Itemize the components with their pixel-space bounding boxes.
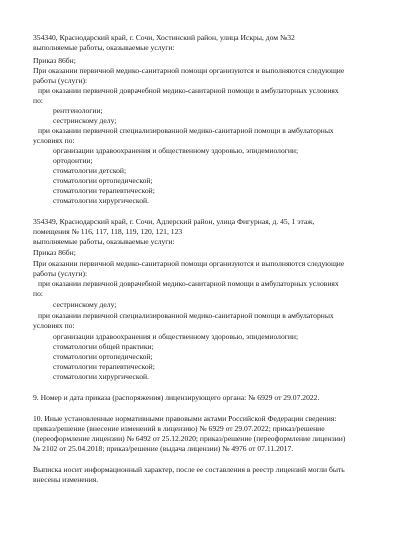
footer-note-line1: Выписка носит информационный характер, после ее составления в реестр лицензий могли быть <box>33 465 345 474</box>
list-item: организации здравоохранения и общественному здоровью, эпидемиологии; <box>53 332 299 341</box>
specialized-1-line2: условиях по: <box>33 136 75 145</box>
pre-doctor-1-line1: при оказании первичной доврачебной медико-санитарной помощи в амбулаторных условиях <box>38 86 339 95</box>
pre-doctor-2-line2: по: <box>33 289 43 298</box>
list-item: организации здравоохранения и общественному здоровью, эпидемиологии; <box>53 146 299 155</box>
list-item: сестринскому делу; <box>53 116 117 125</box>
address-1: 354340, Краснодарский край, г. Сочи, Хостинский район, улица Искры, дом №32 <box>33 33 295 42</box>
list-item: стоматологии терапевтической; <box>53 186 155 195</box>
specialized-1-line1: при оказании первичной специализированной медико-санитарной помощи в амбулаторных <box>38 126 334 135</box>
list-item: рентгенологии; <box>53 106 103 115</box>
list-item: стоматологии хирургической. <box>53 196 149 205</box>
list-item: стоматологии ортопедической; <box>53 352 153 361</box>
list-item: стоматологии детской; <box>53 166 127 175</box>
list-item: стоматологии общей практики; <box>53 342 154 351</box>
section-10-line3: (переоформление лицензии) № 6492 от 25.12.2020; приказ/решение (переоформление лицензии) <box>33 434 346 443</box>
works-label-2: выполняемые работы, оказываемые услуги: <box>33 237 175 246</box>
list-item: стоматологии хирургической. <box>53 372 149 381</box>
section-10-line1: 10. Иные установленные нормативными правовыми актами Российской Федерации сведения: <box>33 414 337 423</box>
address-2-line1: 354349, Краснодарский край, г. Сочи, Адлерский район, улица Фигурная, д. 45, 1 этаж, <box>33 217 315 226</box>
address-2-line2: помещения № 116, 117, 118, 119, 120, 121, 123 <box>33 227 183 236</box>
section-10-line4: № 2102 от 25.04.2018; приказ/решение (выдача лицензии) № 4976 от 07.11.2017. <box>33 444 294 453</box>
footer-note-line2: внесены изменения. <box>33 475 99 484</box>
intro-1-line1: При оказании первичной медико-санитарной помощи организуются и выполняются следующие <box>33 66 345 75</box>
order-1: Приказ 86бн; <box>33 56 76 65</box>
list-item: сестринскому делу; <box>53 300 117 309</box>
section-10-line2: приказ/решение (внесение изменений в лицензию) № 6929 от 29.07.2022; приказ/решение <box>33 424 325 433</box>
order-2: Приказ 86бн; <box>33 248 76 257</box>
works-label-1: выполняемые работы, оказываемые услуги: <box>33 43 175 52</box>
intro-1-line2: работы (услуги): <box>33 76 88 85</box>
specialized-2-line2: условиях по: <box>33 321 75 330</box>
intro-2-line2: работы (услуги): <box>33 269 88 278</box>
section-9: 9. Номер и дата приказа (распоряжения) лицензирующего органа: № 6929 от 29.07.2022. <box>33 393 320 402</box>
intro-2-line1: При оказании первичной медико-санитарной помощи организуются и выполняются следующие <box>33 259 345 268</box>
specialized-2-line1: при оказании первичной специализированной медико-санитарной помощи в амбулаторных <box>38 311 334 320</box>
list-item: стоматологии ортопедической; <box>53 176 153 185</box>
list-item: стоматологии терапевтической; <box>53 362 155 371</box>
list-item: ортодонтии; <box>53 156 93 165</box>
pre-doctor-2-line1: при оказании первичной доврачебной медико-санитарной помощи в амбулаторных условиях <box>38 279 339 288</box>
pre-doctor-1-line2: по: <box>33 96 43 105</box>
